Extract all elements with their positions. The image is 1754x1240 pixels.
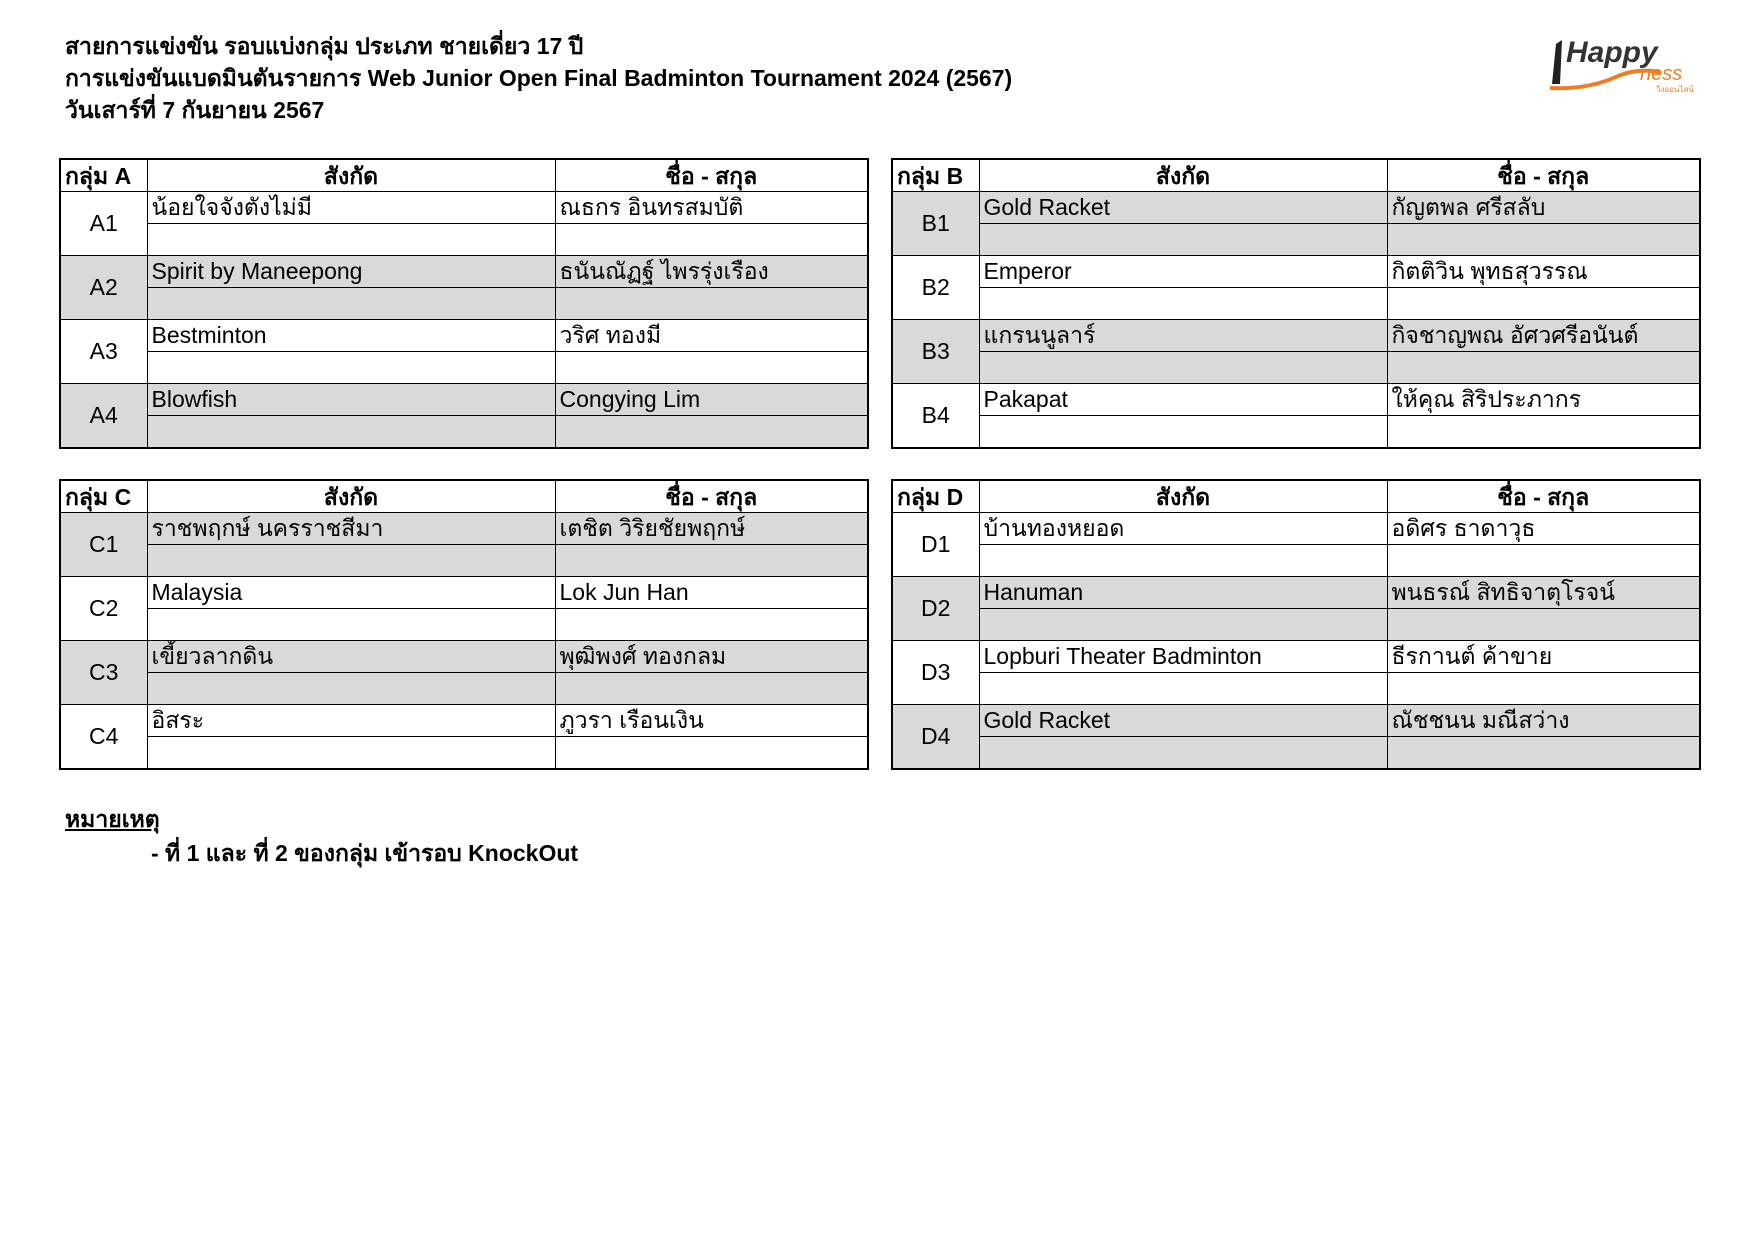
name-cell: Lok Jun Han — [555, 577, 868, 609]
table-row-blank — [892, 737, 1700, 770]
club-cell: Pakapat — [979, 384, 1387, 416]
name-cell-blank — [555, 224, 868, 256]
name-cell: พุฒิพงศ์ ทองกลม — [555, 641, 868, 673]
club-cell-blank — [979, 545, 1387, 577]
club-cell: ราชพฤกษ์ นครราชสีมา — [147, 513, 555, 545]
name-column-header: ชื่อ - สกุล — [1387, 480, 1700, 513]
seed-cell: A2 — [60, 256, 147, 320]
club-cell-blank — [147, 737, 555, 770]
name-column-header: ชื่อ - สกุล — [555, 159, 868, 192]
club-cell-blank — [147, 673, 555, 705]
table-row — [892, 641, 1700, 673]
name-cell-blank — [555, 737, 868, 770]
group-label: กลุ่ม C — [60, 480, 147, 513]
club-cell: Gold Racket — [979, 705, 1387, 737]
table-row-blank — [60, 737, 868, 770]
name-cell: กิตติวิน พุทธสุวรรณ — [1387, 256, 1700, 288]
club-column-header: สังกัด — [147, 480, 555, 513]
seed-cell: D4 — [892, 705, 979, 770]
name-cell: ณัชชนน มณีสว่าง — [1387, 705, 1700, 737]
name-cell: กัญตพล ศรีสลับ — [1387, 192, 1700, 224]
table-row-blank — [892, 673, 1700, 705]
logo-tagline: วิ่งออนไลน์ — [1656, 85, 1694, 94]
club-cell: Spirit by Maneepong — [147, 256, 555, 288]
table-row-blank — [60, 609, 868, 641]
happyness-logo-icon — [1548, 32, 1698, 96]
name-cell: ให้คุณ สิริประภากร — [1387, 384, 1700, 416]
table-row-blank — [892, 352, 1700, 384]
name-cell-blank — [555, 673, 868, 705]
group-label: กลุ่ม A — [60, 159, 147, 192]
name-cell-blank — [1387, 737, 1700, 770]
name-cell-blank — [1387, 545, 1700, 577]
name-cell: Congying Lim — [555, 384, 868, 416]
club-cell: บ้านทองหยอด — [979, 513, 1387, 545]
name-cell-blank — [1387, 352, 1700, 384]
happyness-logo — [1548, 32, 1698, 96]
name-column-header: ชื่อ - สกุล — [1387, 159, 1700, 192]
club-cell: แกรนนูลาร์ — [979, 320, 1387, 352]
table-row — [892, 192, 1700, 224]
club-cell-blank — [979, 673, 1387, 705]
name-cell-blank — [1387, 224, 1700, 256]
club-cell: เขี้ยวลากดิน — [147, 641, 555, 673]
table-row — [60, 641, 868, 673]
table-row-blank — [60, 352, 868, 384]
club-cell-blank — [979, 737, 1387, 770]
name-cell: วริศ ทองมี — [555, 320, 868, 352]
seed-cell: C4 — [60, 705, 147, 770]
club-cell: Lopburi Theater Badminton — [979, 641, 1387, 673]
seed-cell: B2 — [892, 256, 979, 320]
club-cell: Gold Racket — [979, 192, 1387, 224]
table-row-blank — [892, 224, 1700, 256]
group-header-row — [892, 159, 1700, 192]
table-row — [60, 192, 868, 224]
header-tournament: การแข่งขันแบดมินตันรายการ Web Junior Open Final Badminton Tournament 2024 (2567) — [65, 65, 1013, 91]
club-cell: Blowfish — [147, 384, 555, 416]
table-row-blank — [60, 224, 868, 256]
seed-cell: B4 — [892, 384, 979, 449]
table-row — [892, 577, 1700, 609]
seed-cell: D1 — [892, 513, 979, 577]
name-cell: ธนันณัฏฐ์ ไพรรุ่งเรือง — [555, 256, 868, 288]
seed-cell: A3 — [60, 320, 147, 384]
table-row-blank — [60, 545, 868, 577]
notes-item: - ที่ 1 และ ที่ 2 ของกลุ่ม เข้ารอบ KnockOut — [151, 840, 579, 866]
club-cell-blank — [979, 288, 1387, 320]
group-header-row — [892, 480, 1700, 513]
club-cell-blank — [979, 416, 1387, 449]
club-cell-blank — [147, 224, 555, 256]
logo-sub-text: ness — [1640, 63, 1683, 85]
club-cell-blank — [979, 224, 1387, 256]
table-row — [892, 320, 1700, 352]
table-row — [60, 577, 868, 609]
table-row — [892, 384, 1700, 416]
name-cell: อดิศร ธาดาวุธ — [1387, 513, 1700, 545]
table-row-blank — [892, 288, 1700, 320]
club-cell-blank — [147, 352, 555, 384]
group-table — [891, 479, 1701, 770]
name-cell-blank — [1387, 288, 1700, 320]
club-cell-blank — [979, 352, 1387, 384]
name-cell-blank — [555, 609, 868, 641]
club-cell: น้อยใจจังตังไม่มี — [147, 192, 555, 224]
club-cell-blank — [147, 609, 555, 641]
club-column-header: สังกัด — [147, 159, 555, 192]
header-title: สายการแข่งขัน รอบแบ่งกลุ่ม ประเภท ชายเดี่ยว 17 ปี — [65, 33, 584, 59]
name-cell-blank — [1387, 673, 1700, 705]
table-row-blank — [60, 673, 868, 705]
name-cell: ธีรกานต์ ค้าขาย — [1387, 641, 1700, 673]
table-row — [892, 256, 1700, 288]
seed-cell: C1 — [60, 513, 147, 577]
table-row-blank — [60, 288, 868, 320]
club-cell: Hanuman — [979, 577, 1387, 609]
table-row — [60, 513, 868, 545]
seed-cell: A4 — [60, 384, 147, 449]
name-cell: เตชิต วิริยชัยพฤกษ์ — [555, 513, 868, 545]
club-cell: Bestminton — [147, 320, 555, 352]
document-header — [65, 30, 1012, 126]
club-cell: Emperor — [979, 256, 1387, 288]
table-row-blank — [892, 545, 1700, 577]
name-cell-blank — [1387, 609, 1700, 641]
club-cell-blank — [979, 609, 1387, 641]
seed-cell: C3 — [60, 641, 147, 705]
seed-cell: A1 — [60, 192, 147, 256]
group-label: กลุ่ม B — [892, 159, 979, 192]
table-row — [60, 705, 868, 737]
seed-cell: B1 — [892, 192, 979, 256]
club-cell-blank — [147, 416, 555, 449]
logo-main-text: Happy — [1566, 36, 1658, 69]
club-cell-blank — [147, 288, 555, 320]
table-row-blank — [892, 416, 1700, 449]
seed-cell: D2 — [892, 577, 979, 641]
group-header-row — [60, 159, 868, 192]
name-column-header: ชื่อ - สกุล — [555, 480, 868, 513]
group-table — [59, 158, 869, 449]
table-row-blank — [892, 609, 1700, 641]
notes-title: หมายเหตุ — [65, 806, 160, 832]
table-row — [60, 256, 868, 288]
group-label: กลุ่ม D — [892, 480, 979, 513]
table-row-blank — [60, 416, 868, 449]
name-cell: กิจชาญพณ อัศวศรีอนันต์ — [1387, 320, 1700, 352]
group-table — [891, 158, 1701, 449]
header-date: วันเสาร์ที่ 7 กันยายน 2567 — [65, 97, 325, 123]
name-cell-blank — [555, 545, 868, 577]
notes-section — [65, 802, 578, 870]
table-row — [892, 705, 1700, 737]
name-cell-blank — [555, 352, 868, 384]
name-cell: ณธกร อินทรสมบัติ — [555, 192, 868, 224]
name-cell-blank — [555, 416, 868, 449]
club-cell-blank — [147, 545, 555, 577]
seed-cell: C2 — [60, 577, 147, 641]
club-cell: อิสระ — [147, 705, 555, 737]
table-row — [60, 320, 868, 352]
club-column-header: สังกัด — [979, 480, 1387, 513]
table-row — [892, 513, 1700, 545]
table-row — [60, 384, 868, 416]
group-header-row — [60, 480, 868, 513]
club-column-header: สังกัด — [979, 159, 1387, 192]
name-cell: ภูวรา เรือนเงิน — [555, 705, 868, 737]
seed-cell: B3 — [892, 320, 979, 384]
name-cell: พนธรณ์ สิทธิจาตุโรจน์ — [1387, 577, 1700, 609]
group-table — [59, 479, 869, 770]
seed-cell: D3 — [892, 641, 979, 705]
club-cell: Malaysia — [147, 577, 555, 609]
name-cell-blank — [1387, 416, 1700, 449]
name-cell-blank — [555, 288, 868, 320]
